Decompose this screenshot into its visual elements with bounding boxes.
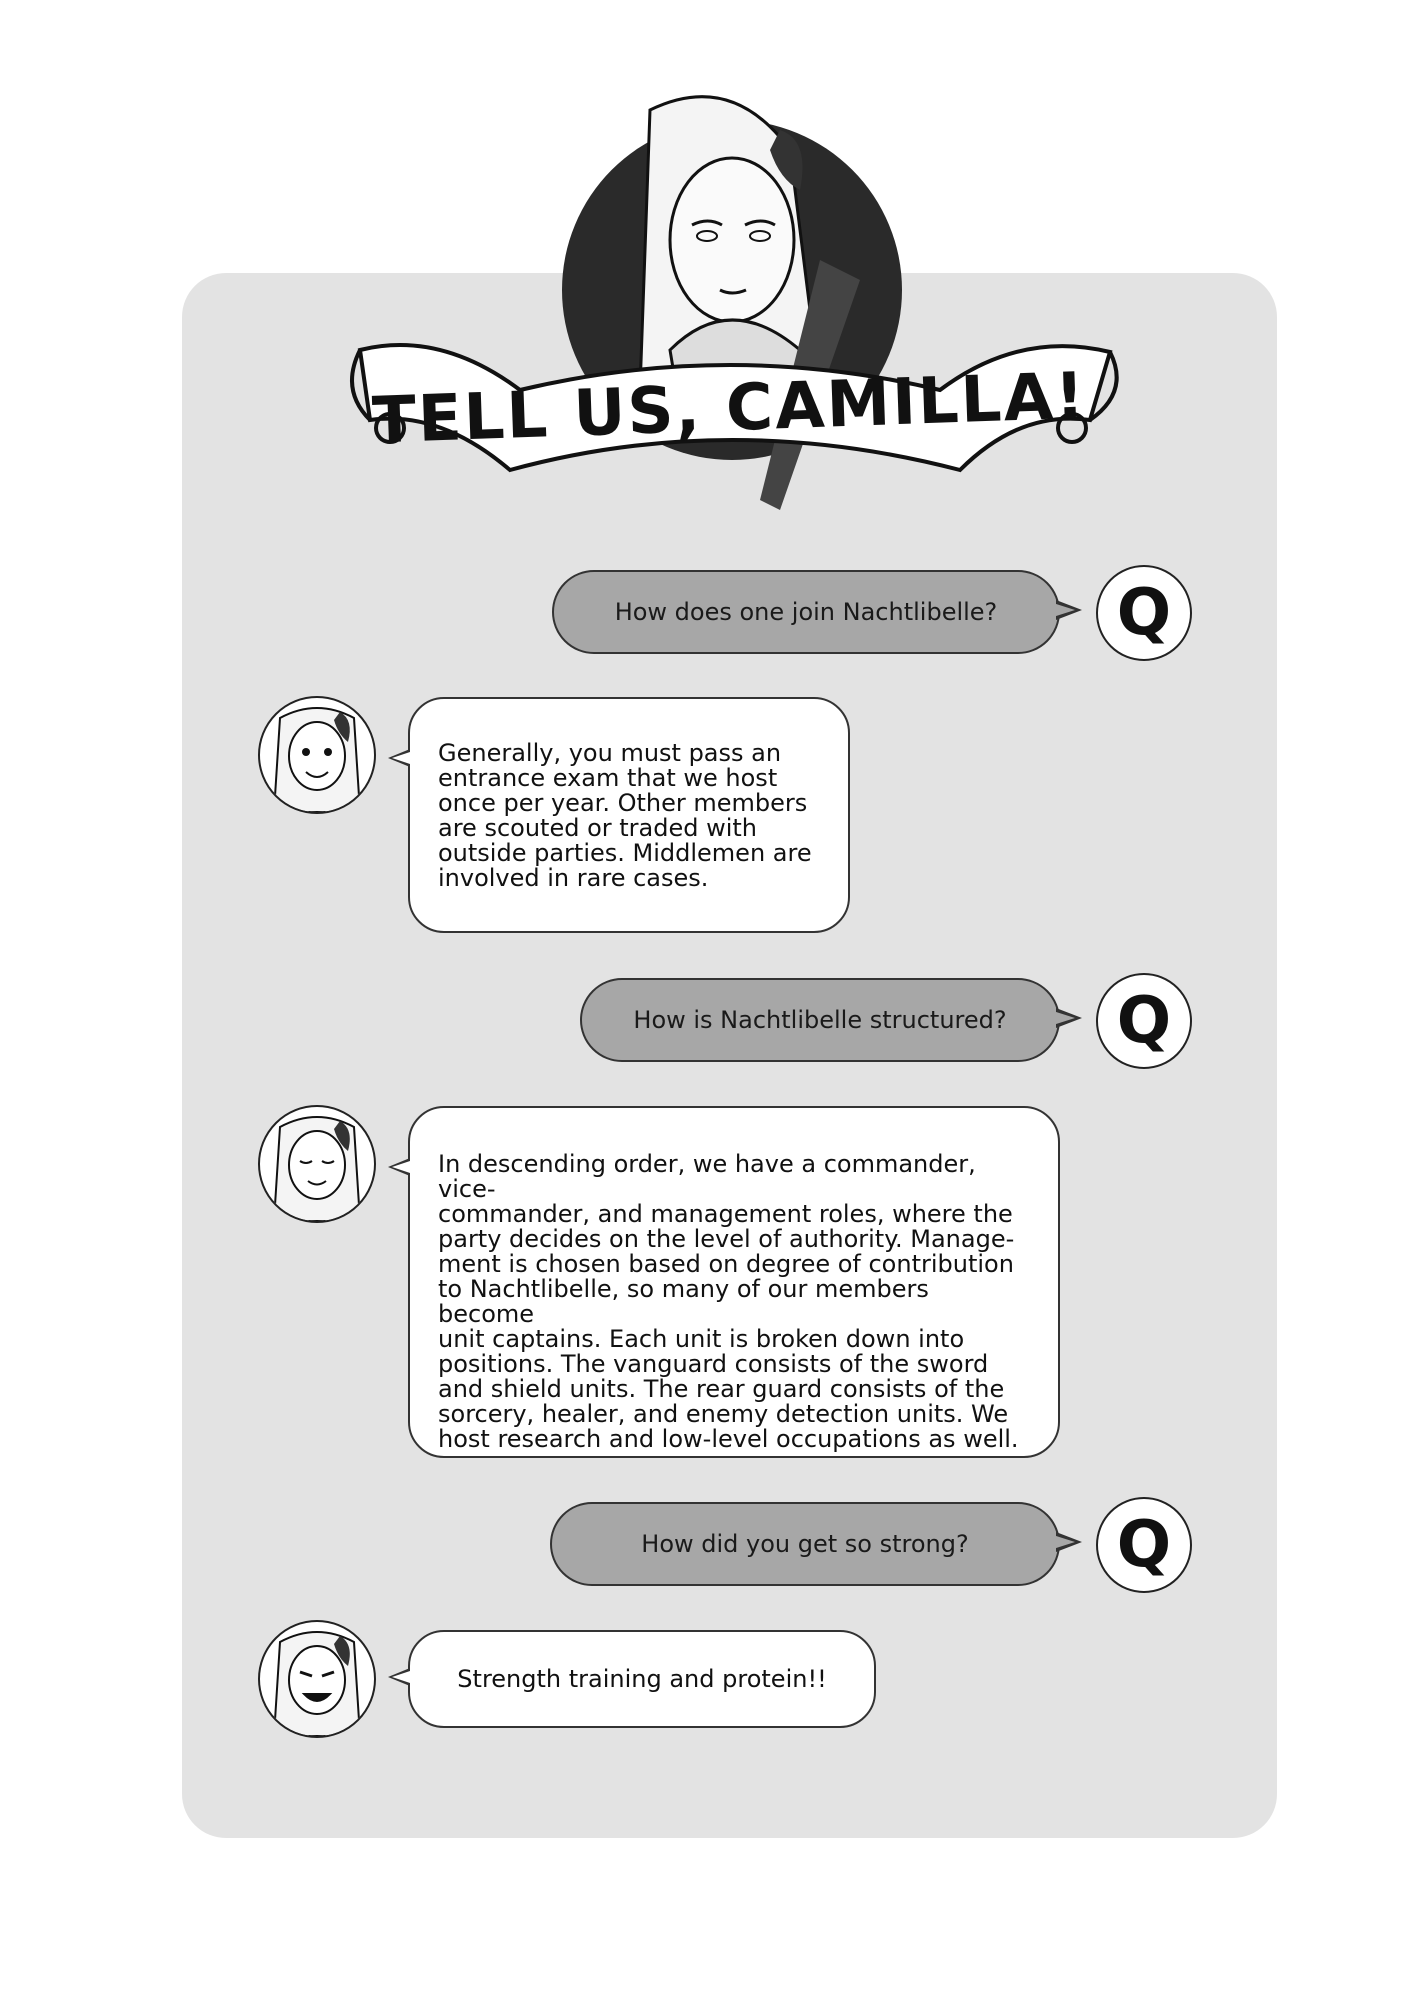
answer-bubble — [408, 1630, 876, 1728]
bubble-tail — [388, 749, 410, 767]
bubble-tail — [1056, 600, 1082, 620]
answer-text: Generally, you must pass an entrance exam that we host once per year. Other members are scouted or traded with outside parties. Middlemen are involved in rare cases. — [438, 739, 812, 892]
answer-bubble — [408, 697, 850, 933]
bubble-tail — [1056, 1532, 1082, 1552]
question-icon: Q — [1096, 1497, 1192, 1593]
avatar-face-icon — [260, 698, 374, 812]
camilla-avatar-eyes-closed — [258, 1105, 376, 1223]
question-text: How does one join Nachtlibelle? — [614, 598, 998, 626]
answer-text: Strength training and protein!! — [457, 1664, 827, 1693]
question-text: How did you get so strong? — [641, 1530, 969, 1558]
question-icon: Q — [1096, 973, 1192, 1069]
question-bubble — [552, 570, 1060, 654]
answer-text: In descending order, we have a commander, vice- commander, and management roles, where the party decides on the level of authority. Manage- ment is chosen based on degree of contribution to Nachtlibelle, so many of our members become unit captains. Each unit is broken down into positions. The vanguard consists of the sword and shield units. The rear guard consists of the sorcery, healer, and enemy detection units. We host research and low-level occupations as well. — [438, 1150, 1019, 1453]
bubble-tail — [388, 1158, 410, 1176]
camilla-avatar-smiling — [258, 696, 376, 814]
question-bubble — [550, 1502, 1060, 1586]
header-illustration — [320, 90, 1140, 530]
avatar-face-icon — [260, 1107, 374, 1221]
bubble-tail — [1056, 1008, 1082, 1028]
question-text: How is Nachtlibelle structured? — [633, 1006, 1007, 1034]
avatar-face-icon — [260, 1622, 374, 1736]
question-icon: Q — [1096, 565, 1192, 661]
answer-bubble — [408, 1106, 1060, 1458]
camilla-avatar-grinning — [258, 1620, 376, 1738]
question-bubble — [580, 978, 1060, 1062]
bubble-tail — [388, 1668, 410, 1686]
page-title: TELL US, CAMILLA! — [371, 359, 1088, 459]
